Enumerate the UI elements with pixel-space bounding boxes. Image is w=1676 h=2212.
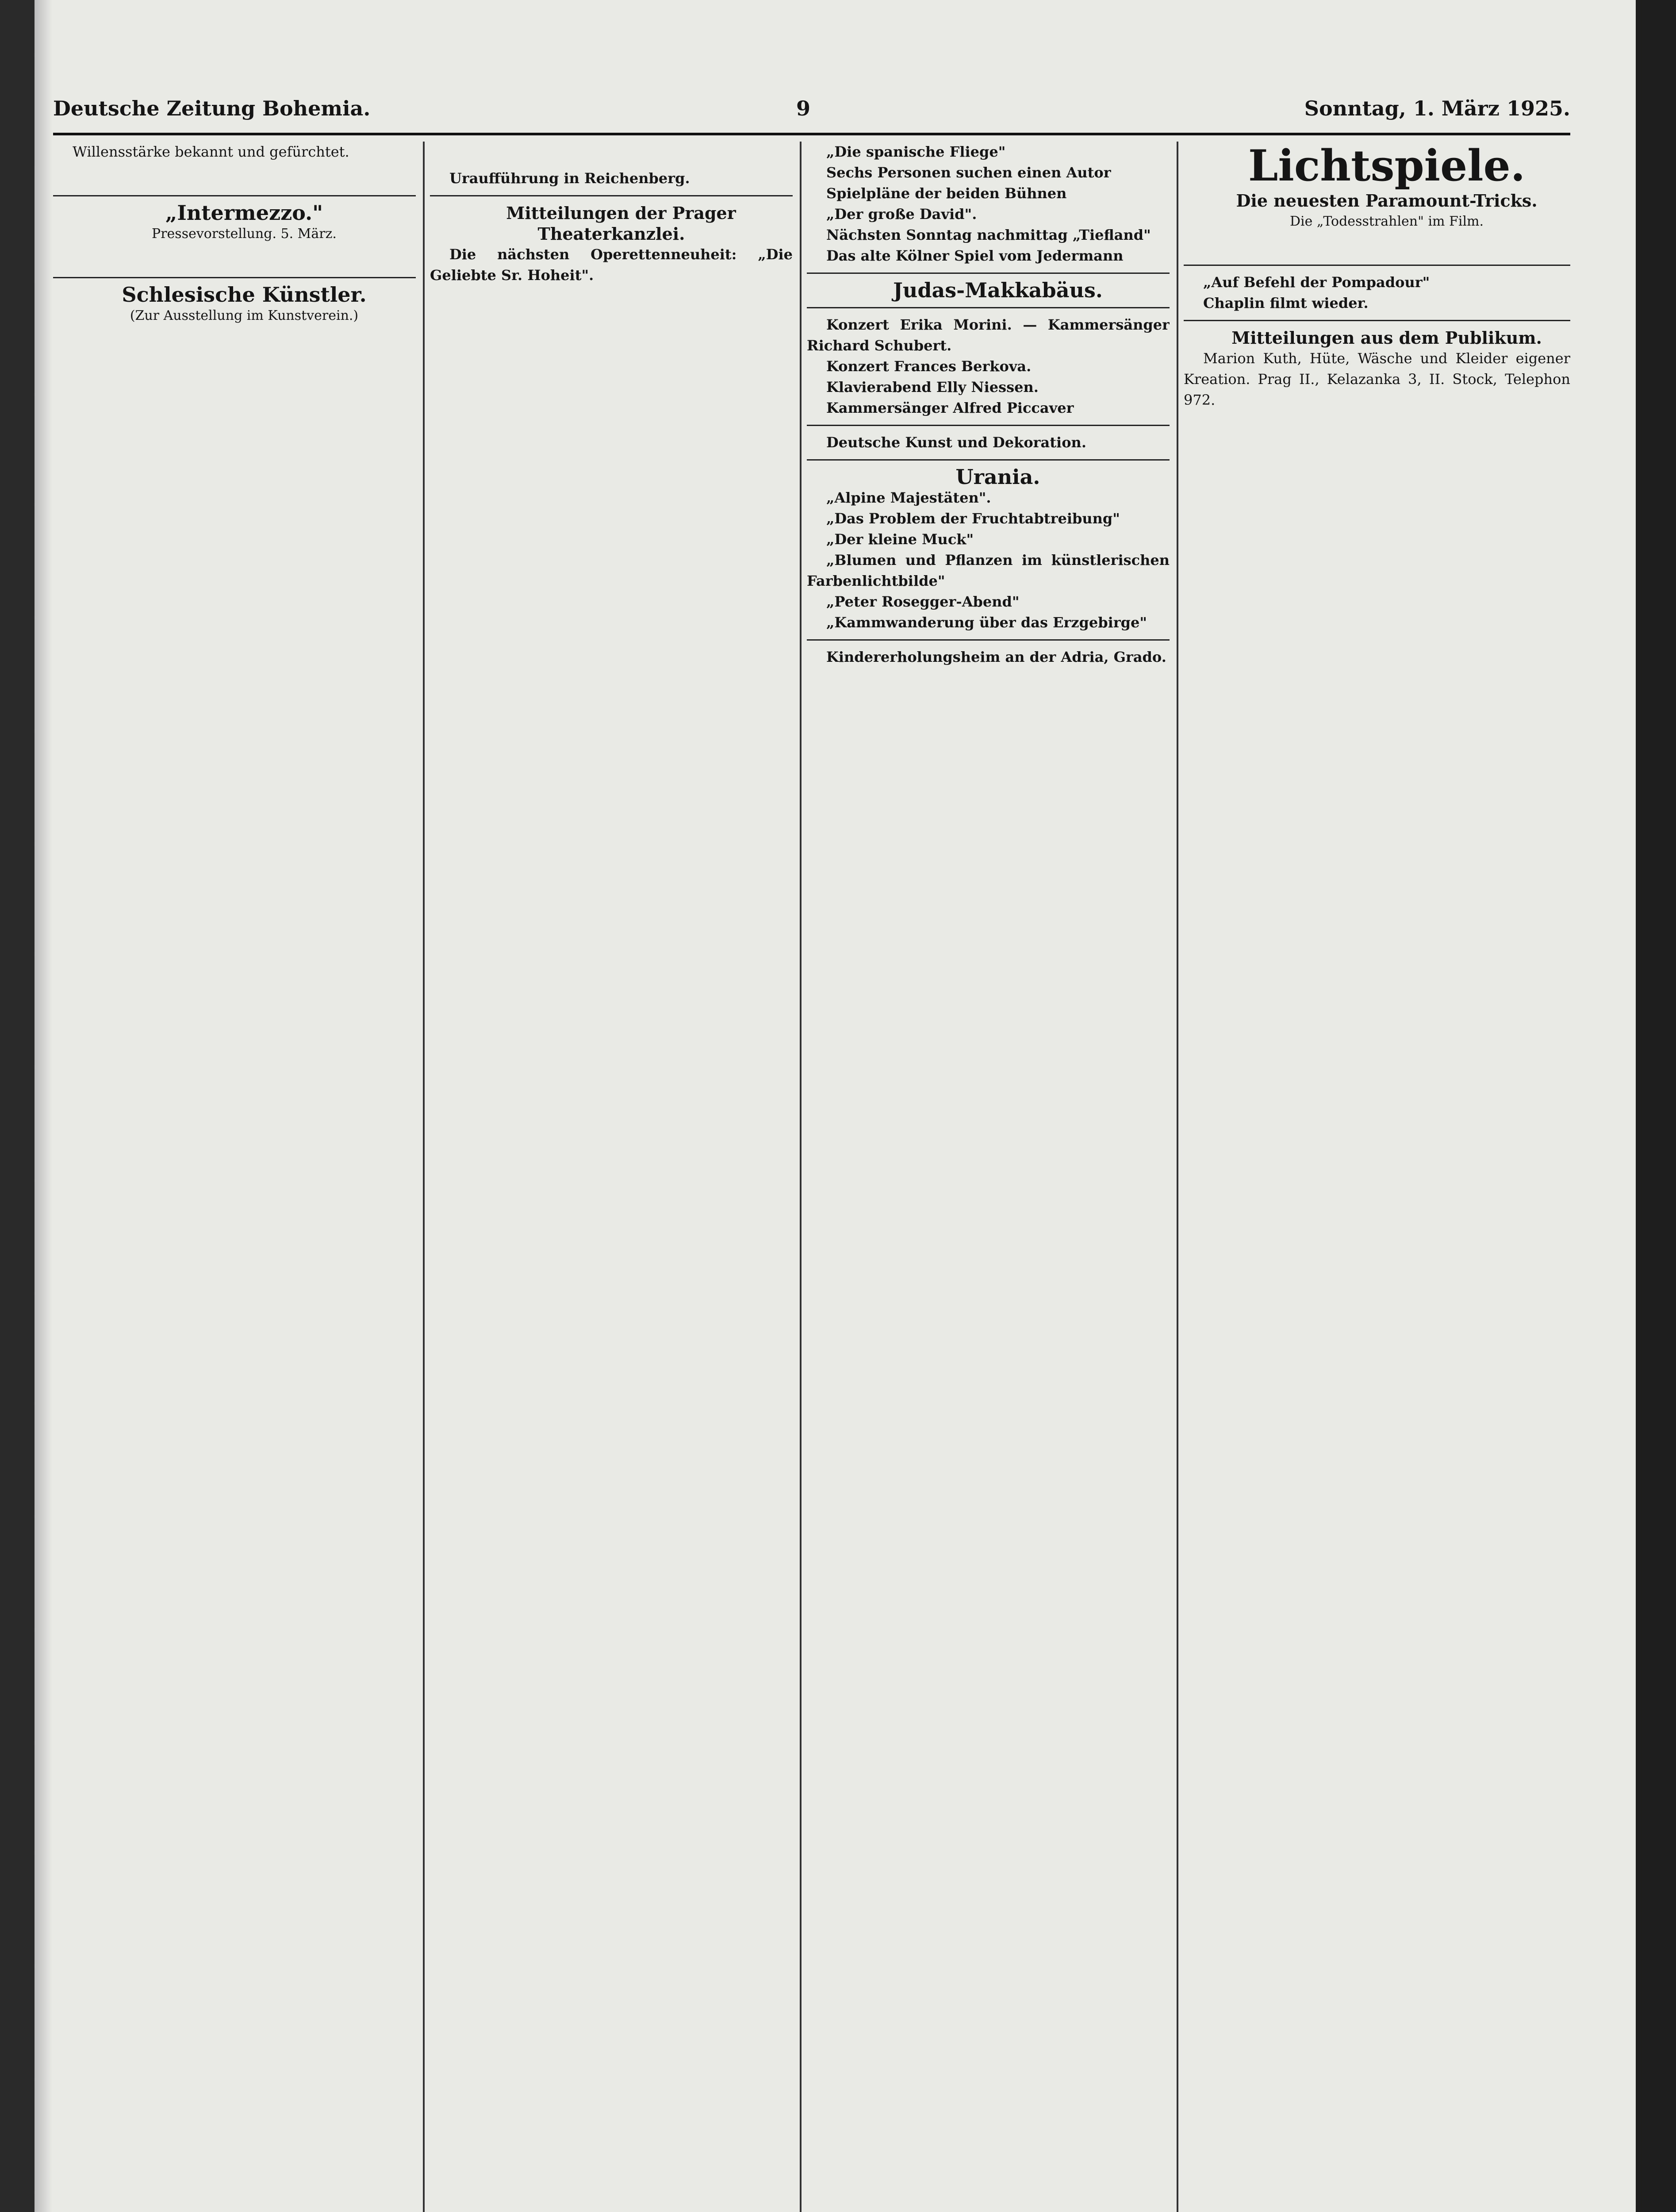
paragraph-lead: Spielpläne der beiden Bühnen — [826, 185, 1067, 202]
article-paragraph: Marion Kuth, Hüte, Wäsche und Kleider eigener Kreation. Prag II., Kelazanka 3, II. Stock, Telephon 972. — [1184, 350, 1570, 408]
paragraph-lead: Konzert Frances Berkova. — [826, 358, 1032, 375]
paragraph-lead: Die nächsten Operettenneuheit: „Die Geliebte Sr. Hoheit". — [430, 246, 793, 284]
article-paragraph — [807, 508, 1170, 529]
article-paragraph — [807, 246, 1170, 266]
column-4 — [1184, 142, 1570, 2212]
column-rule — [1177, 142, 1178, 2212]
article-title-paramount-tricks: Die neuesten Paramount-Tricks. — [1236, 191, 1538, 211]
paragraph-lead: „Die spanische Fliege" — [826, 143, 1006, 160]
paragraph-lead: „Der kleine Muck" — [826, 531, 974, 548]
section-divider — [1184, 265, 1570, 266]
article-paragraph — [807, 204, 1170, 225]
article-paragraph — [807, 142, 1170, 162]
article-paragraph — [807, 377, 1170, 398]
article-paragraph — [807, 550, 1170, 591]
section-divider — [807, 459, 1170, 461]
section-divider — [807, 273, 1170, 274]
section-divider — [807, 307, 1170, 308]
paragraph-lead: „Alpine Majestäten". — [826, 489, 991, 506]
article-subtitle-schlesische-kuenstler: (Zur Ausstellung im Kunstverein.) — [130, 308, 359, 323]
paragraph-lead: Das alte Kölner Spiel vom Jedermann — [826, 247, 1124, 264]
section-title-lichtspiele: Lichtspiele. — [1248, 142, 1526, 191]
article-title-mitteilungen-theaterkanzlei: Mitteilungen der Prager Theaterkanzlei. — [506, 203, 736, 244]
paragraph-lead: „Kammwanderung über das Erzgebirge" — [826, 614, 1147, 631]
paragraph-lead: Uraufführung in Reichenberg. — [449, 170, 690, 187]
article-paragraph — [807, 432, 1170, 453]
article-paragraph — [430, 244, 793, 286]
article-paragraph — [807, 647, 1170, 668]
article-paragraph — [807, 162, 1170, 183]
page-number: 9 — [796, 96, 811, 120]
paragraph-lead: „Peter Rosegger-Abend" — [826, 593, 1020, 610]
article-paragraph — [807, 356, 1170, 377]
binding-shadow — [35, 0, 52, 2212]
column-rule — [800, 142, 802, 2212]
paragraph-lead: Sechs Personen suchen einen Autor — [826, 164, 1111, 181]
article-paragraph — [807, 612, 1170, 633]
scan-border — [1636, 0, 1676, 2212]
paragraph-lead: Klavierabend Elly Niessen. — [826, 379, 1039, 396]
section-divider — [53, 195, 416, 196]
masthead-rule — [53, 133, 1570, 135]
section-divider — [807, 425, 1170, 426]
article-paragraph — [807, 529, 1170, 550]
article-title-intermezzo: „Intermezzo." — [165, 201, 323, 225]
article-title-mitteilungen-publikum: Mitteilungen aus dem Publikum. — [1231, 328, 1542, 348]
paper-name: Deutsche Zeitung Bohemia. — [53, 96, 371, 120]
section-divider — [53, 277, 416, 278]
article-paragraph — [807, 183, 1170, 204]
column-1 — [53, 142, 416, 2212]
article-title-urania: Urania. — [955, 465, 1040, 489]
article-paragraph: Willensstärke bekannt und gefürchtet. — [73, 143, 349, 160]
article-title-schlesische-kuenstler: Schlesische Künstler. — [122, 283, 367, 307]
article-paragraph — [430, 168, 793, 189]
article-paragraph — [807, 315, 1170, 356]
article-title-judas-makkabaeus: Judas-Makkabäus. — [893, 278, 1103, 302]
column-rule — [423, 142, 425, 2212]
masthead — [53, 96, 1570, 127]
paragraph-lead: Konzert Erika Morini. — Kammersänger Richard Schubert. — [807, 316, 1170, 354]
section-divider — [1184, 320, 1570, 321]
paragraph-lead: „Der große David". — [826, 206, 977, 223]
column-3 — [807, 142, 1170, 2212]
issue-date: Sonntag, 1. März 1925. — [1304, 96, 1570, 120]
article-paragraph — [1184, 272, 1570, 293]
paragraph-lead: Chaplin filmt wieder. — [1203, 295, 1369, 311]
article-paragraph — [807, 591, 1170, 612]
paragraph-lead: Deutsche Kunst und Dekoration. — [826, 434, 1086, 451]
paragraph-lead: Kindererholungsheim an der Adria, Grado. — [826, 649, 1166, 665]
article-paragraph — [807, 488, 1170, 508]
column-2 — [430, 142, 793, 2212]
article-subtitle-todesstrahlen: Die „Todesstrahlen" im Film. — [1289, 214, 1484, 229]
paragraph-lead: Nächsten Sonntag nachmittag „Tiefland" — [826, 227, 1151, 243]
section-divider — [430, 195, 793, 196]
article-paragraph — [1184, 293, 1570, 314]
article-subtitle-intermezzo: Pressevorstellung. 5. März. — [152, 226, 337, 242]
paragraph-lead: „Das Problem der Fruchtabtreibung" — [826, 510, 1120, 527]
paragraph-lead: „Blumen und Pflanzen im künstlerischen Farbenlichtbilde" — [807, 552, 1170, 589]
paragraph-lead: „Auf Befehl der Pompadour" — [1203, 274, 1430, 291]
article-paragraph — [807, 225, 1170, 246]
section-divider — [807, 639, 1170, 641]
paragraph-lead: Kammersänger Alfred Piccaver — [826, 399, 1074, 416]
article-paragraph — [807, 398, 1170, 419]
